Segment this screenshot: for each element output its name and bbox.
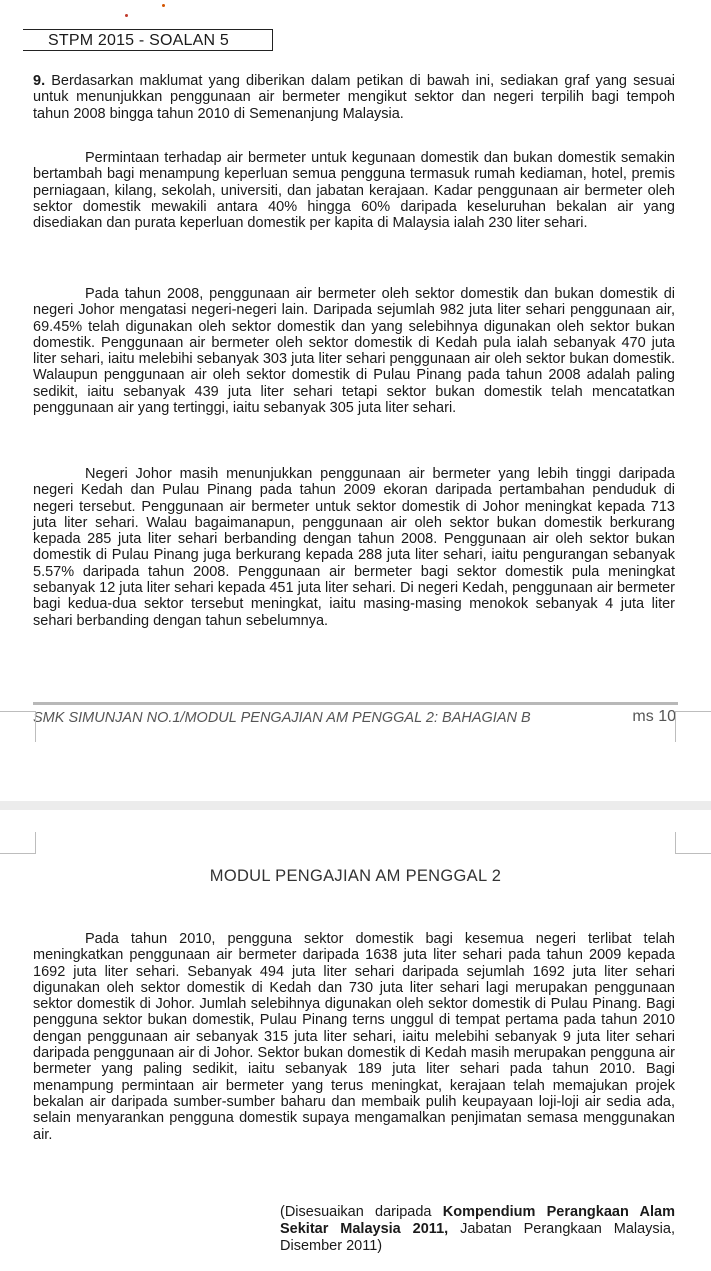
question-number: 9. bbox=[33, 73, 46, 89]
page-2 bbox=[0, 810, 711, 1271]
module-header: MODUL PENGAJIAN AM PENGGAL 2 bbox=[209, 867, 502, 885]
page-title: STPM 2015 - SOALAN 5 bbox=[23, 29, 273, 51]
paragraph-4: Pada tahun 2010, pengguna sektor domestik bagi kesemua negeri terlibat telah meningkatkan penggunaan air bermeter daripada 1638 juta liter sehari pada tahun 2009 kepada 1692 juta liter sehari. Sebanyak 494 juta liter sehari daripada sejumlah 1692 juta liter sehari digunakan oleh sektor domestik di Kedah dan 730 juta liter sehari lagi merupakan penggunaan sektor domestik di Johor. Jumlah selebihnya digunakan oleh sektor domestik di Pulau Pinang. Bagi pengguna sektor bukan domestik, Pulau Pinang terns unggul di tempat pertama pada tahun 2010 dengan penggunaan air sebanyak 315 juta liter sehari, iaitu melebihi sebanyak 9 juta liter sehari daripada penggunaan air di Johor. Sektor bukan domestik di Kedah masih merupakan pengguna air bermeter yang paling sedikit, iaitu sebanyak 189 juta liter sehari pada tahun 2010. Bagi menampung permintaan air bermeter yang terus meningkat, kerajaan telah memajukan projek bekalan air daripada sumber-sumber baharu dan membaik pulih keupayaan loji-loji air sedia ada, selain menyarankan pengguna domestik supaya mengamalkan penjimatan semasa menggunakan air. bbox=[33, 931, 675, 1143]
footer-divider bbox=[33, 702, 678, 705]
red-dot-icon bbox=[125, 14, 128, 17]
page-separator bbox=[0, 801, 711, 810]
crop-mark bbox=[675, 711, 711, 742]
question-text: Berdasarkan maklumat yang diberikan dalam petikan di bawah ini, sediakan graf yang sesuai untuk menunjukkan penggunaan air bermeter mengikut sektor dan negeri terpilih bagi tempoh tahun 2008 bingga tahun 2010 di Semenanjung Malaysia. bbox=[33, 73, 675, 122]
crop-mark bbox=[675, 832, 711, 854]
citation-title: Kompendium Perangkaan Alam Sekitar Malaysia 2011, bbox=[280, 1204, 675, 1237]
citation-suffix: Jabatan Perangkaan Malaysia, Disember 2011) bbox=[280, 1221, 675, 1254]
paragraph-3: Negeri Johor masih menunjukkan penggunaan air bermeter yang lebih tinggi daripada negeri Kedah dan Pulau Pinang pada tahun 2009 ekoran daripada pertambahan penduduk di negeri tersebut. Penggunaan air bermeter untuk sektor domestik di Johor meningkat kepada 713 juta liter sehari. Walau bagaimanapun, penggunaan air oleh sektor bukan domestik berkurang kepada 285 juta liter sehari berbanding dengan tahun 2008. Penggunaan air oleh sektor bukan domestik di Pulau Pinang juga berkurang kepada 288 juta liter sehari, iaitu pengurangan sebanyak 5.57% daripada tahun 2008. Penggunaan air bermeter bagi sektor domestik pula meningkat sebanyak 12 juta liter sehari kepada 451 juta liter sehari. Di negeri Kedah, penggunaan air bermeter bagi kedua-dua sektor tersebut meningkat, iaitu masing-masing menokok sebanyak 4 juta liter sehari berbanding dengan tahun sebelumnya. bbox=[33, 466, 675, 629]
question-paragraph bbox=[33, 73, 675, 122]
paragraph-2: Pada tahun 2008, penggunaan air bermeter oleh sektor domestik dan bukan domestik di negeri Johor mengatasi negeri-negeri lain. Daripada sejumlah 982 juta liter sehari penggunaan air, 69.45% telah digunakan oleh sektor domestik dan yang selebihnya digunakan oleh sektor bukan domestik. Penggunaan air bermeter oleh sektor domestik di Kedah pula ialah sebanyak 470 juta liter sehari, iaitu melebihi sebanyak 303 juta liter sehari penggunaan air oleh sektor bukan domestik. Walaupun penggunaan air oleh sektor domestik di Pulau Pinang pada tahun 2008 adalah paling sedikit, iaitu sebanyak 439 juta liter sehari tetapi sektor bukan domestik telah mencatatkan penggunaan air yang tertinggi, iaitu sebanyak 305 juta liter sehari. bbox=[33, 286, 675, 417]
crop-mark bbox=[0, 711, 36, 742]
page-number: ms 10 bbox=[632, 708, 676, 725]
source-citation bbox=[280, 1204, 675, 1255]
paragraph-1: Permintaan terhadap air bermeter untuk kegunaan domestik dan bukan domestik semakin bertambah bagi menampung keperluan semua pengguna termasuk rumah kediaman, hotel, premis perniagaan, kilang, sekolah, universiti, dan jabatan kerajaan. Kadar penggunaan air bermeter oleh sektor domestik mewakili antara 40% hingga 60% daripada keseluruhan bekalan air yang disediakan dan purata keperluan domestik per kapita di Malaysia ialah 230 liter sehari. bbox=[33, 150, 675, 232]
footer-module-label: SMK SIMUNJAN NO.1/MODUL PENGAJIAN AM PENGGAL 2: BAHAGIAN B bbox=[33, 710, 531, 726]
crop-mark bbox=[0, 832, 36, 854]
citation-prefix: (Disesuaikan daripada bbox=[280, 1204, 443, 1220]
red-dot-icon bbox=[162, 4, 165, 7]
